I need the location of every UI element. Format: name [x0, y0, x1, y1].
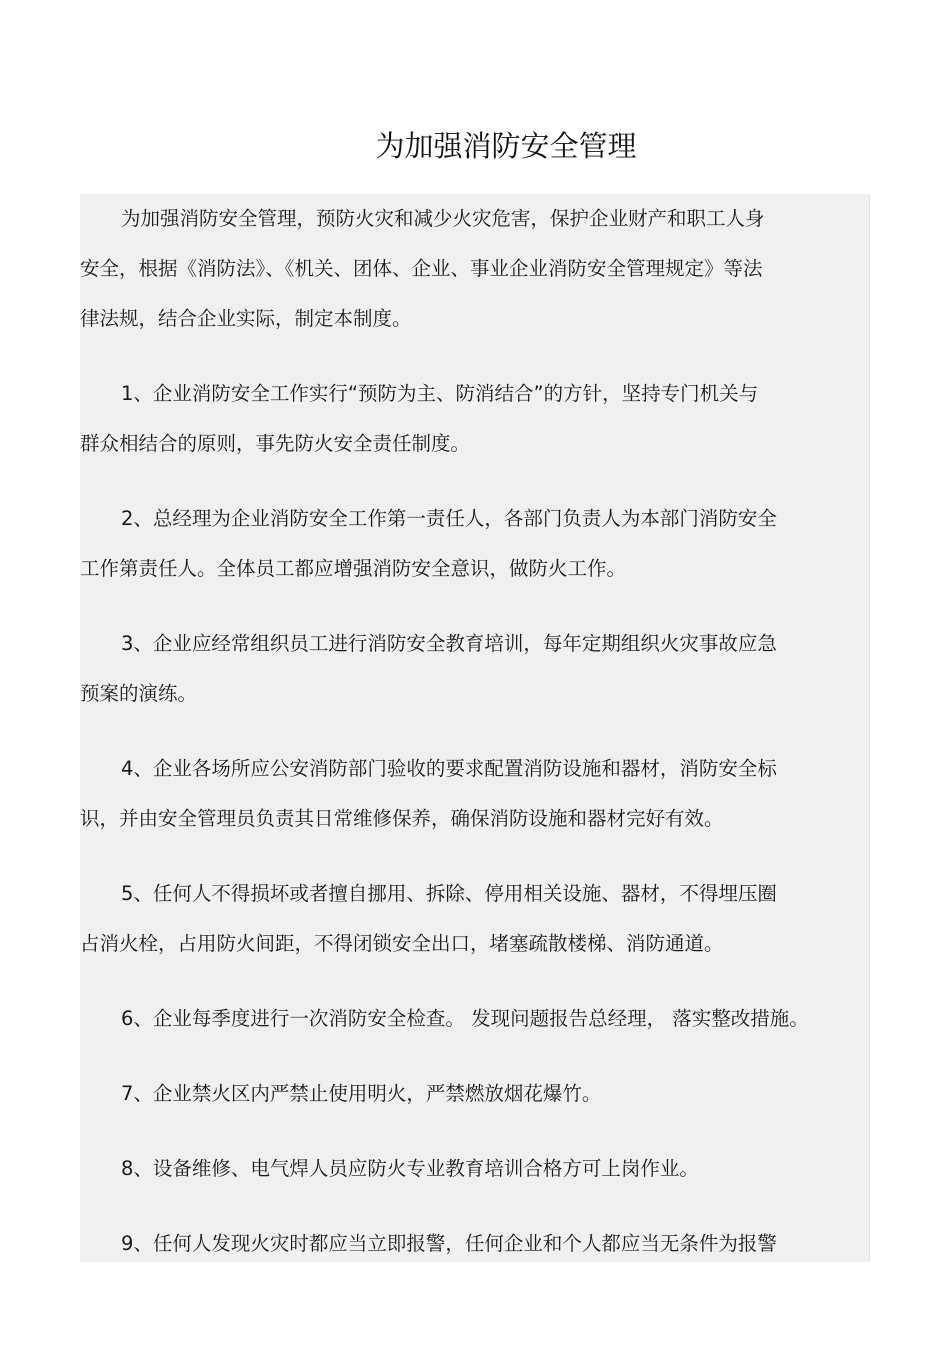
text-line: 1、企业消防安全工作实行“预防为主、防消结合”的方针，坚持专门机关与 — [121, 382, 759, 405]
paragraph-item-8 — [80, 1144, 860, 1194]
text-line: 为加强消防安全管理，预防火灾和减少火灾危害，保护企业财产和职工人身 — [121, 207, 765, 230]
text-line: 6、企业每季度进行一次消防安全检查。 发现问题报告总经理， 落实整改措施。 — [121, 1007, 809, 1030]
paragraph-item-2 — [80, 494, 860, 594]
text-line: 3、企业应经常组织员工进行消防安全教育培训，每年定期组织火灾事故应急 — [121, 632, 777, 655]
text-line: 工作第责任人。全体员工都应增强消防安全意识，做防火工作。 — [80, 557, 627, 580]
paragraph-item-3 — [80, 619, 860, 719]
text-line: 8、设备维修、电气焊人员应防火专业教育培训合格方可上岗作业。 — [121, 1157, 699, 1180]
text-line: 2、总经理为企业消防安全工作第一责任人，各部门负责人为本部门消防安全 — [121, 507, 777, 530]
document-title: 为加强消防安全管理 — [375, 129, 637, 163]
paragraph-item-7 — [80, 1069, 860, 1119]
paragraph-item-1 — [80, 369, 860, 469]
text-line: 律法规，结合企业实际，制定本制度。 — [80, 307, 412, 330]
text-line: 占消火栓，占用防火间距，不得闭锁安全出口，堵塞疏散楼梯、消防通道。 — [80, 932, 724, 955]
paragraph-item-5 — [80, 869, 860, 969]
text-line: 9、任何人发现火灾时都应当立即报警，任何企业和个人都应当无条件为报警 — [121, 1232, 777, 1255]
paragraph-intro — [80, 194, 860, 344]
text-line: 预案的演练。 — [80, 682, 198, 705]
text-line: 识，并由安全管理员负责其日常维修保养，确保消防设施和器材完好有效。 — [80, 807, 724, 830]
text-line: 5、任何人不得损坏或者擅自挪用、拆除、停用相关设施、器材，不得埋压圈 — [121, 882, 777, 905]
paragraph-item-4 — [80, 744, 860, 844]
text-line: 4、企业各场所应公安消防部门验收的要求配置消防设施和器材，消防安全标 — [121, 757, 777, 780]
text-line: 7、企业禁火区内严禁止使用明火，严禁燃放烟花爆竹。 — [121, 1082, 602, 1105]
text-line: 群众相结合的原则，事先防火安全责任制度。 — [80, 432, 471, 455]
paragraph-item-6 — [80, 994, 860, 1044]
document-content — [80, 194, 860, 1269]
paragraph-item-9 — [80, 1219, 860, 1269]
text-line: 安全，根据《消防法》、《机关、团体、企业、事业企业消防安全管理规定》等法 — [80, 257, 763, 280]
